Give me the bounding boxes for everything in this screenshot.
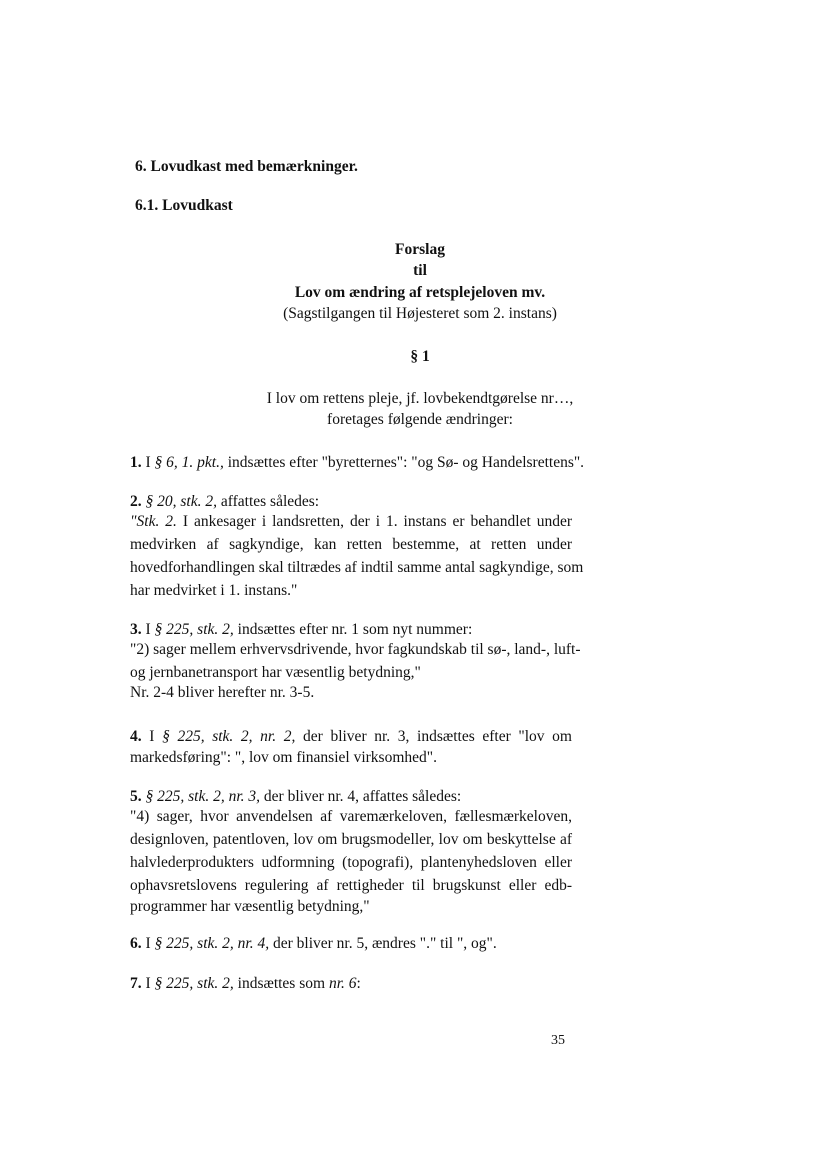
item-number: 4. [130, 728, 142, 745]
item-number: 5. [130, 788, 142, 805]
amendment-5-line-4: ophavsretslovens regulering af rettigheder til brugskunst eller edb- [130, 877, 572, 894]
legal-reference: § 225, stk. 2, nr. 3, [141, 788, 261, 805]
item-number: 3. [130, 621, 142, 638]
amendment-3-line-3: Nr. 2-4 bliver herefter nr. 3-5. [130, 684, 315, 701]
title-law-name: Lov om ændring af retsplejeloven mv. [294, 284, 546, 301]
heading-lovudkast-med-bemaerkninger: 6. Lovudkast med bemærkninger. [135, 158, 358, 175]
amendment-5-line-3: halvlederprodukters udformning (topografi), plantenyhedsloven eller [130, 854, 572, 871]
amendment-4-line-2: markedsføring": ", lov om finansiel virksomhed". [130, 749, 437, 766]
legal-reference: § 225, stk. 2, nr. 4, [154, 935, 270, 952]
amendment-7: 7. I § 225, stk. 2, indsættes som nr. 6: [130, 975, 361, 992]
title-subtitle: (Sagstilgangen til Højesteret som 2. instans) [283, 305, 557, 322]
amendment-5-line-5: programmer har væsentlig betydning," [130, 898, 370, 915]
amendment-5-line-2: designloven, patentloven, lov om brugsmodeller, lov om beskyttelse af [130, 831, 572, 848]
legal-reference: § 20, stk. 2, [141, 493, 217, 510]
legal-reference: § 6, 1. pkt., [154, 454, 224, 471]
legal-reference: nr. 6 [328, 975, 357, 992]
amendment-3-line-2: og jernbanetransport har væsentlig betydning," [130, 664, 421, 681]
item-number: 1. [130, 454, 142, 471]
item-number: 6. [130, 935, 142, 952]
heading-lovudkast: 6.1. Lovudkast [135, 197, 233, 214]
amendment-5-heading: 5. § 225, stk. 2, nr. 3, der bliver nr. 4, affattes således: [130, 788, 462, 805]
item-number: 2. [130, 493, 142, 510]
intro-line-1: I lov om rettens pleje, jf. lovbekendtgørelse nr…, [266, 390, 574, 407]
legal-reference: § 225, stk. 2, [154, 975, 234, 992]
title-forslag: Forslag [395, 241, 445, 258]
amendment-1: 1. I § 6, 1. pkt., indsættes efter "byretternes": "og Sø- og Handelsrettens". [130, 454, 585, 471]
amendment-4-line-1: 4. I § 225, stk. 2, nr. 2, der bliver nr. 3, indsættes efter "lov om [130, 728, 572, 745]
item-number: 7. [130, 975, 142, 992]
intro-line-2: foretages følgende ændringer: [327, 411, 513, 428]
legal-reference: § 225, stk. 2, nr. 2, [162, 728, 296, 745]
amendment-6: 6. I § 225, stk. 2, nr. 4, der bliver nr. 5, ændres "." til ", og". [130, 935, 497, 952]
amendment-3-line-1: "2) sager mellem erhvervsdrivende, hvor fagkundskab til sø-, land-, luft- [130, 641, 581, 658]
amendment-5-line-1: "4) sager, hvor anvendelsen af varemærkeloven, fællesmærkeloven, [130, 808, 572, 825]
title-til: til [413, 262, 427, 279]
amendment-2-heading: 2. § 20, stk. 2, affattes således: [130, 493, 320, 510]
amendment-3-heading: 3. I § 225, stk. 2, indsættes efter nr. 1 som nyt nummer: [130, 621, 473, 638]
section-heading: § 1 [410, 348, 430, 365]
legal-reference: § 225, stk. 2, [154, 621, 234, 638]
amendment-2-line-1: "Stk. 2. I ankesager i landsretten, der i 1. instans er behandlet under [130, 513, 573, 530]
amendment-2-line-3: hovedforhandlingen skal tiltrædes af indtil samme antal sagkyndige, som [130, 559, 584, 576]
amendment-2-line-2: medvirken af sagkyndige, kan retten bestemme, at retten under [130, 536, 572, 553]
amendment-2-line-4: har medvirket i 1. instans." [130, 582, 298, 599]
page-number: 35 [551, 1033, 565, 1048]
